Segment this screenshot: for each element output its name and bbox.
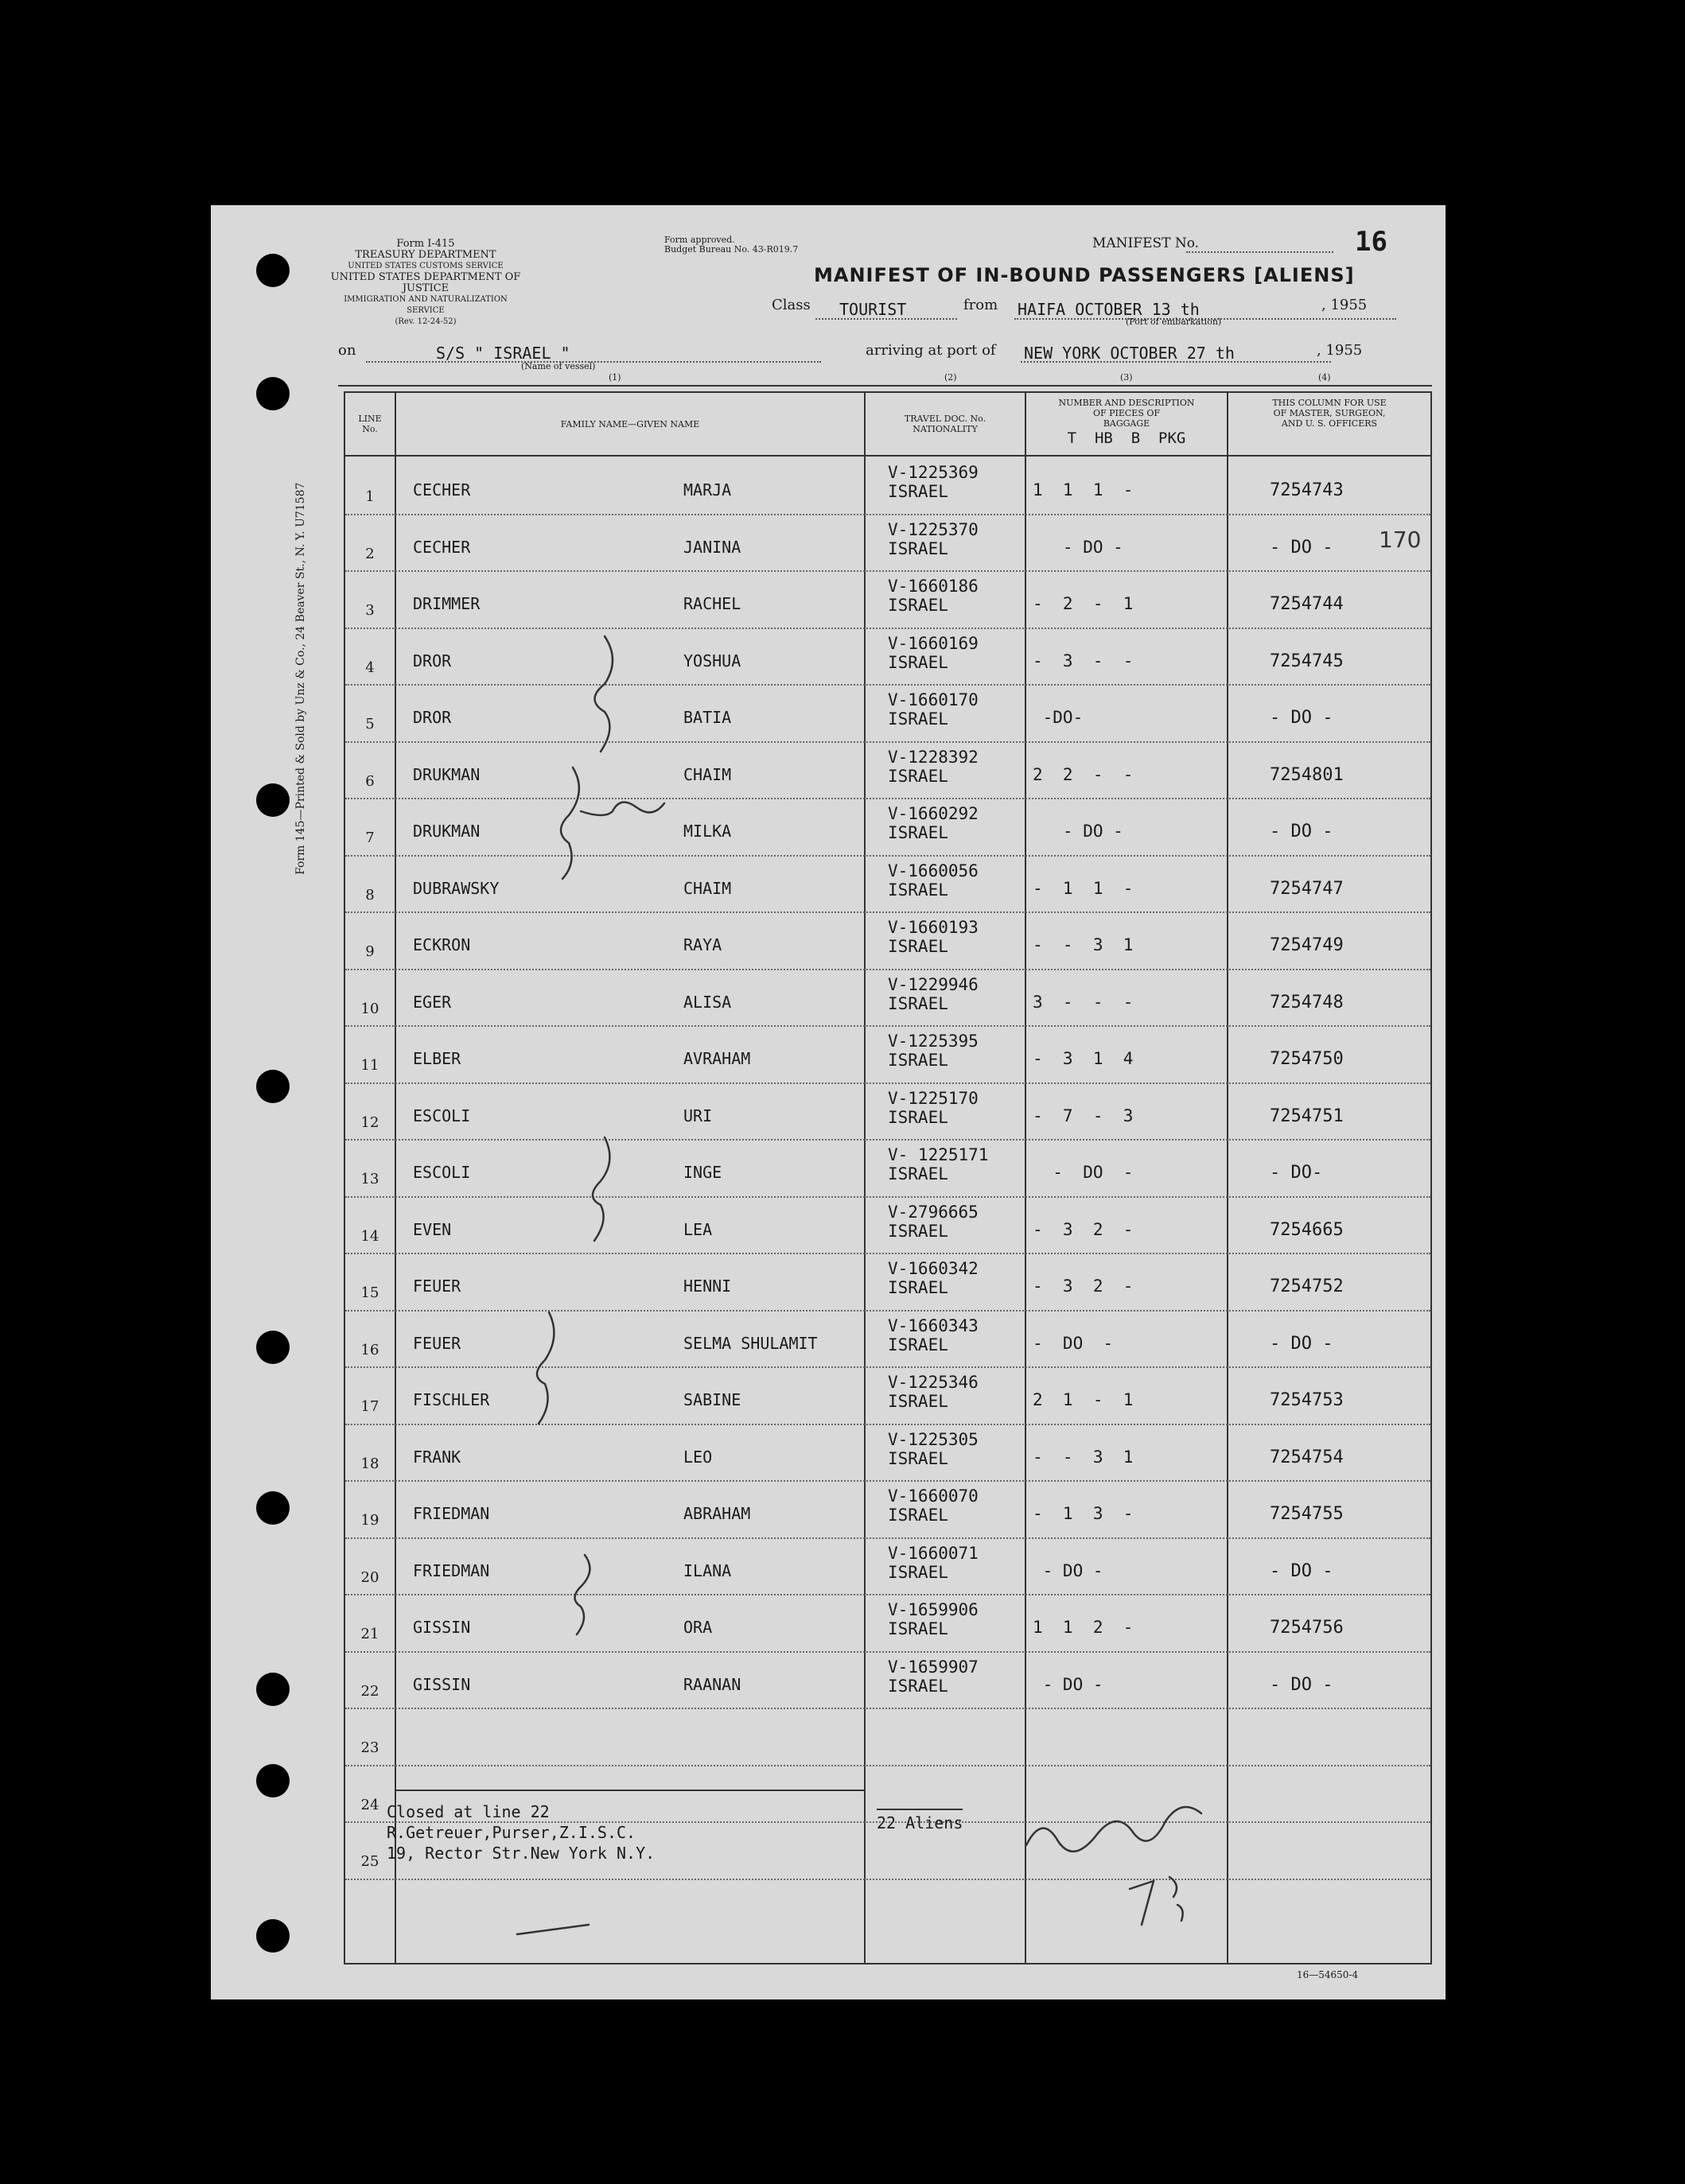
officer-number: 7254801 [1270, 764, 1344, 785]
travel-doc-number: V-1660071 [888, 1543, 979, 1563]
vessel-value: S/S " ISRAEL " [436, 344, 570, 363]
baggage-count: - - 3 1 [1033, 935, 1134, 954]
nationality: ISRAEL [888, 652, 948, 672]
officer-number: 7254747 [1270, 878, 1344, 899]
given-name: BATIA [683, 708, 732, 727]
given-name: RAANAN [683, 1674, 741, 1694]
line-number: 4 [365, 659, 375, 676]
on-label: on [338, 342, 356, 359]
nationality: ISRAEL [888, 709, 948, 729]
caption-1: (1) [609, 372, 621, 383]
family-name: CECHER [413, 480, 471, 499]
line-number: 1 [365, 488, 375, 505]
family-name: DRUKMAN [413, 764, 481, 784]
given-name: LEO [683, 1447, 713, 1467]
officer-number: - DO - [1270, 1674, 1333, 1695]
justice-dept: UNITED STATES DEPARTMENT OF JUSTICE [330, 271, 521, 294]
line-number: 20 [360, 1568, 379, 1586]
given-name: LEA [683, 1219, 713, 1239]
line-number: 5 [365, 716, 375, 733]
bracket-mark [561, 768, 579, 879]
line-number: 18 [360, 1455, 379, 1472]
family-name: ESCOLI [413, 1163, 471, 1182]
officer-number: 7254745 [1270, 651, 1344, 671]
class-label: Class [772, 297, 811, 313]
nationality: ISRAEL [888, 1392, 948, 1411]
line-number: 14 [360, 1227, 379, 1245]
from-label: from [963, 297, 998, 313]
budget-bureau-text: Budget Bureau No. 43-R019.7 [664, 244, 799, 255]
travel-doc-number: V-1225346 [888, 1373, 979, 1392]
given-name: ORA [683, 1618, 713, 1637]
treasury-dept: TREASURY DEPARTMENT [355, 249, 496, 261]
given-name: URI [683, 1106, 713, 1125]
nationality: ISRAEL [888, 1676, 948, 1696]
given-name: INGE [683, 1163, 722, 1182]
given-name: SABINE [683, 1390, 741, 1409]
officer-number: 7254743 [1270, 480, 1344, 500]
baggage-count: - DO - [1033, 1674, 1103, 1694]
given-name: SELMA SHULAMIT [683, 1333, 818, 1353]
family-name: DROR [413, 708, 452, 727]
officer-number: 7254756 [1270, 1618, 1344, 1638]
travel-doc-number: V- 1225171 [888, 1145, 989, 1164]
nationality: ISRAEL [888, 1278, 948, 1297]
line-number: 15 [360, 1284, 379, 1301]
officer-number: 7254751 [1270, 1106, 1344, 1126]
family-name: DUBRAWSKY [413, 878, 500, 898]
nationality: ISRAEL [888, 1164, 948, 1183]
given-name: YOSHUA [683, 651, 741, 670]
travel-doc-number: V-1225305 [888, 1429, 979, 1449]
given-name: ALISA [683, 992, 732, 1012]
nationality: ISRAEL [888, 1335, 948, 1354]
nationality: ISRAEL [888, 1107, 948, 1127]
family-name: DRUKMAN [413, 822, 481, 841]
given-name: JANINA [683, 537, 741, 557]
travel-doc-number: V-1660070 [888, 1486, 979, 1506]
given-name: RAYA [683, 935, 722, 954]
revision-date: (Rev. 12-24-52) [395, 317, 457, 326]
footer-code: 16—54650-4 [1297, 1969, 1359, 1980]
handwritten-son-mark [581, 802, 664, 815]
officer-number: - DO - [1270, 708, 1333, 728]
nationality-header: NATIONALITY [913, 424, 978, 434]
family-name: ESCOLI [413, 1106, 471, 1125]
baggage-count: - 2 - 1 [1033, 594, 1134, 613]
form-number: Form I-415 [396, 238, 455, 250]
given-name: AVRAHAM [683, 1049, 751, 1068]
officer-number: - DO - [1270, 822, 1333, 841]
line-number: 23 [360, 1739, 379, 1756]
family-name: EGER [413, 992, 452, 1012]
baggage-count: 2 2 - - [1033, 764, 1134, 784]
baggage-count: - 7 - 3 [1033, 1106, 1134, 1125]
family-name: FRIEDMAN [413, 1504, 490, 1523]
given-name: ABRAHAM [683, 1504, 751, 1523]
line-header: LINE [358, 414, 382, 424]
nationality: ISRAEL [888, 766, 948, 786]
line-number: 9 [365, 943, 375, 960]
arrival-value: NEW YORK OCTOBER 27 th [1024, 344, 1235, 363]
initials-mark [1130, 1877, 1183, 1925]
family-name: CECHER [413, 537, 471, 557]
line-number: 8 [365, 886, 375, 904]
travel-doc-number: V-1660169 [888, 633, 979, 653]
officers-header-1: THIS COLUMN FOR USE [1272, 398, 1387, 408]
officer-number: 7254665 [1270, 1219, 1344, 1240]
baggage-header-1: NUMBER AND DESCRIPTION [1058, 398, 1195, 408]
officers-header-2: OF MASTER, SURGEON, [1273, 408, 1386, 418]
baggage-count: - 3 2 - [1033, 1277, 1134, 1296]
line-number: 13 [360, 1171, 379, 1187]
officer-number: 7254753 [1270, 1390, 1344, 1410]
baggage-count: - 1 1 - [1033, 878, 1134, 898]
family-name: FEUER [413, 1333, 461, 1353]
baggage-count: 3 - - - [1033, 992, 1134, 1012]
officer-number: 7254754 [1270, 1447, 1344, 1467]
officers-header-3: AND U. S. OFFICERS [1281, 418, 1378, 429]
baggage-count: -DO- [1033, 708, 1084, 727]
baggage-count: - 3 1 4 [1033, 1049, 1134, 1068]
travel-doc-number: V-1660056 [888, 861, 979, 880]
bracket-mark [537, 1312, 554, 1424]
baggage-count: - 3 - - [1033, 651, 1134, 670]
given-name: MILKA [683, 822, 732, 841]
family-name: FEUER [413, 1277, 461, 1296]
margin-note: 170 [1379, 527, 1422, 553]
nationality: ISRAEL [888, 1562, 948, 1582]
family-name: DROR [413, 651, 452, 670]
baggage-count: 1 1 2 - [1033, 1618, 1134, 1637]
bracket-mark [593, 1137, 609, 1241]
travel-doc-number: V-1225395 [888, 1032, 979, 1051]
line-number: 7 [365, 830, 375, 846]
embark-caption: (Port of embarkation) [1126, 317, 1222, 327]
family-name: DRIMMER [413, 594, 481, 613]
officer-number: 7254755 [1270, 1504, 1344, 1524]
travel-doc-number: V-1229946 [888, 974, 979, 994]
baggage-header-3: BAGGAGE [1103, 418, 1150, 429]
line-number: 12 [360, 1113, 379, 1131]
given-name: RACHEL [683, 594, 741, 613]
nationality: ISRAEL [888, 538, 948, 558]
dash-mark [517, 1925, 589, 1934]
nationality: ISRAEL [888, 823, 948, 842]
family-name: GISSIN [413, 1618, 471, 1637]
baggage-count: - DO - [1033, 1163, 1134, 1182]
caption-4: (4) [1318, 372, 1331, 383]
nationality: ISRAEL [888, 482, 948, 501]
travel-doc-number: V-1225369 [888, 463, 979, 482]
travel-doc-number: V-1660343 [888, 1315, 979, 1335]
travel-doc-number: V-1660292 [888, 804, 979, 823]
nationality: ISRAEL [888, 993, 948, 1013]
baggage-count: - DO - [1033, 1560, 1103, 1580]
family-name: FISCHLER [413, 1390, 490, 1409]
name-header: FAMILY NAME—GIVEN NAME [560, 418, 700, 429]
travel-doc-number: V-1660186 [888, 577, 979, 596]
baggage-count: - DO - [1033, 822, 1123, 841]
nationality: ISRAEL [888, 1448, 948, 1468]
travel-doc-number: V-1660193 [888, 918, 979, 937]
officer-number: 7254744 [1270, 594, 1344, 614]
family-name: ELBER [413, 1049, 461, 1068]
doc-header: TRAVEL DOC. No. [904, 414, 986, 424]
line-number: 19 [360, 1512, 379, 1529]
nationality: ISRAEL [888, 880, 948, 900]
nationality: ISRAEL [888, 596, 948, 615]
family-name: GISSIN [413, 1674, 471, 1694]
customs-service: UNITED STATES CUSTOMS SERVICE [348, 262, 504, 270]
officer-number: - DO - [1270, 1560, 1333, 1581]
given-name: MARJA [683, 480, 732, 499]
family-name: EVEN [413, 1219, 452, 1239]
approval-text: Form approved. [664, 235, 735, 245]
closing-line: Closed at line 22 [387, 1802, 550, 1821]
line-number: 3 [365, 602, 375, 619]
line-number: 25 [360, 1853, 379, 1870]
line-number: 6 [365, 772, 375, 790]
officer-number: - DO - [1270, 537, 1333, 558]
baggage-count: 1 1 1 - [1033, 480, 1134, 499]
nationality: ISRAEL [888, 1506, 948, 1525]
given-name: ILANA [683, 1560, 732, 1580]
family-name: FRANK [413, 1447, 461, 1467]
manifest-no-value: 16 [1355, 226, 1387, 258]
travel-doc-number: V-1660342 [888, 1259, 979, 1278]
line-number: 21 [360, 1626, 379, 1642]
caption-3: (3) [1120, 372, 1133, 383]
line-number: 22 [360, 1682, 379, 1700]
baggage-count: - 3 2 - [1033, 1219, 1134, 1239]
officer-number: - DO - [1270, 1333, 1333, 1354]
travel-doc-number: V-1660170 [888, 690, 979, 709]
ins-service: IMMIGRATION AND NATURALIZATION SERVICE [344, 295, 508, 315]
nationality: ISRAEL [888, 1619, 948, 1638]
baggage-count: - DO - [1033, 537, 1123, 557]
baggage-subheader: T HB B PKG [1067, 429, 1186, 447]
officer-number: - DO- [1270, 1163, 1323, 1183]
arriving-label: arriving at port of [866, 342, 996, 359]
line-number: 2 [365, 545, 375, 562]
travel-doc-number: V-1659907 [888, 1657, 979, 1677]
printer-imprint: Form 145—Printed & Sold by Unz & Co., 24 Beaver St., N. Y. U71587 [294, 482, 307, 875]
baggage-count: - - 3 1 [1033, 1447, 1134, 1467]
bracket-mark [575, 1555, 590, 1634]
family-name: ECKRON [413, 935, 471, 954]
vessel-caption: (Name of vessel) [521, 361, 596, 371]
officer-number: 7254749 [1270, 935, 1344, 955]
purser-line: R.Getreuer,Purser,Z.I.S.C. [387, 1823, 636, 1842]
year-one: , 1955 [1321, 297, 1368, 313]
caption-2: (2) [944, 372, 957, 383]
line-number: 16 [360, 1341, 379, 1358]
baggage-header-2: OF PIECES OF [1092, 408, 1161, 418]
nationality: ISRAEL [888, 1221, 948, 1241]
line-number: 11 [360, 1057, 379, 1074]
address-line: 19, Rector Str.New York N.Y. [387, 1844, 656, 1863]
baggage-count: - DO - [1033, 1333, 1114, 1353]
family-name: FRIEDMAN [413, 1560, 490, 1580]
officer-number: 7254748 [1270, 992, 1344, 1012]
signature-mark [1026, 1807, 1201, 1852]
baggage-count: - 1 3 - [1033, 1504, 1134, 1523]
class-value: TOURIST [839, 300, 907, 319]
aliens-total: 22 Aliens [877, 1809, 963, 1832]
given-name: CHAIM [683, 878, 732, 898]
baggage-count: 2 1 - 1 [1033, 1390, 1134, 1409]
given-name: HENNI [683, 1277, 732, 1296]
page-title: MANIFEST OF IN-BOUND PASSENGERS [ALIENS] [814, 264, 1355, 286]
bracket-mark [595, 636, 613, 752]
nationality: ISRAEL [888, 1051, 948, 1070]
manifest-no-label: MANIFEST No. [1092, 235, 1200, 251]
year-two: , 1955 [1317, 342, 1363, 359]
travel-doc-number: V-2796665 [888, 1202, 979, 1222]
from-value: HAIFA OCTOBER 13 th [1018, 300, 1200, 319]
given-name: CHAIM [683, 764, 732, 784]
travel-doc-number: V-1225170 [888, 1088, 979, 1108]
travel-doc-number: V-1225370 [888, 519, 979, 539]
line-no-header: No. [362, 424, 378, 434]
line-number: 10 [360, 1000, 379, 1017]
officer-number: 7254750 [1270, 1049, 1344, 1069]
line-number: 24 [360, 1796, 379, 1813]
line-number: 17 [360, 1398, 379, 1415]
travel-doc-number: V-1228392 [888, 747, 979, 767]
officer-number: 7254752 [1270, 1277, 1344, 1296]
nationality: ISRAEL [888, 937, 948, 956]
travel-doc-number: V-1659906 [888, 1600, 979, 1619]
